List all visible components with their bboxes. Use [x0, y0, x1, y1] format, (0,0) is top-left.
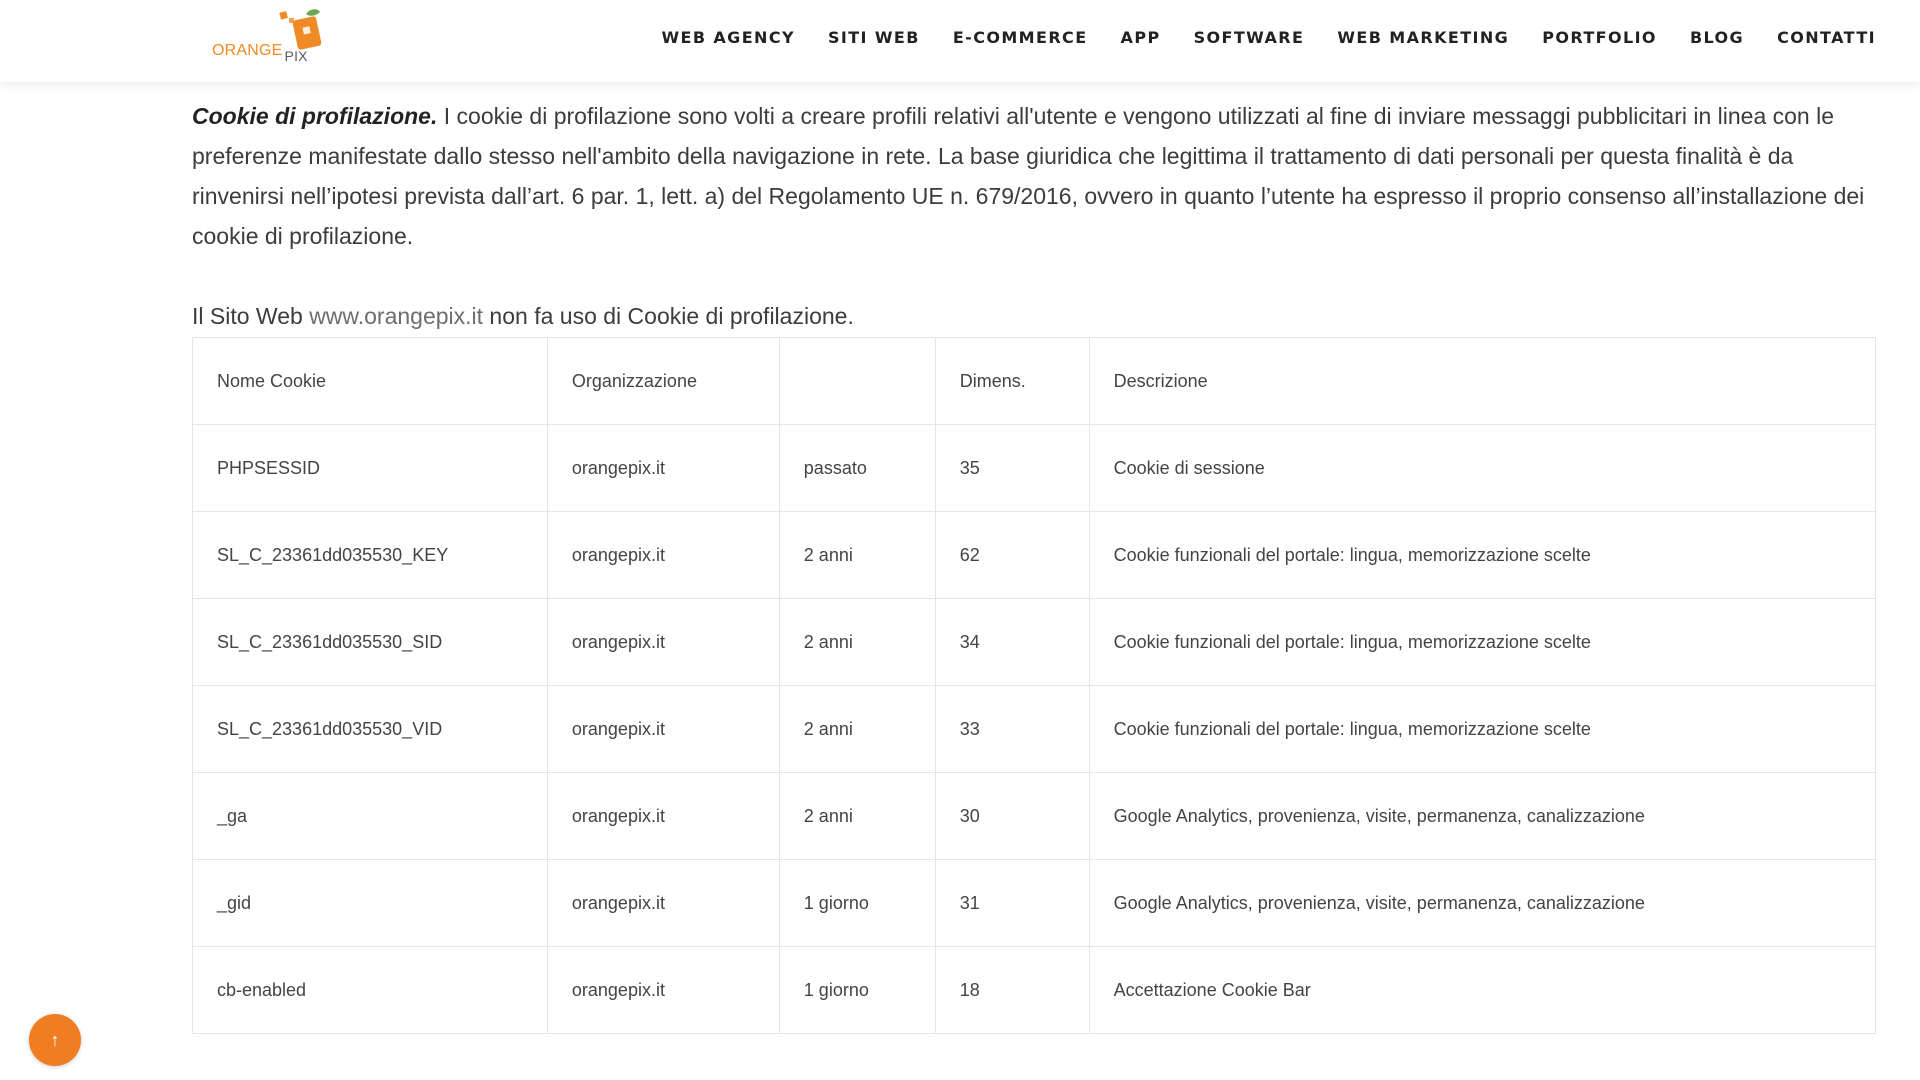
nav-item-software[interactable]: SOFTWARE — [1193, 27, 1305, 47]
nav-item-web-agency[interactable]: WEB AGENCY — [661, 27, 795, 47]
cell-organization: orangepix.it — [547, 599, 779, 686]
table-row — [193, 512, 1876, 599]
header-organizzazione: Organizzazione — [547, 338, 779, 425]
cell-name: PHPSESSID — [193, 425, 548, 512]
cell-organization: orangepix.it — [547, 947, 779, 1034]
cell-duration: 1 giorno — [779, 947, 935, 1034]
header-durata — [779, 338, 935, 425]
cell-size: 35 — [935, 425, 1089, 512]
cell-name: SL_C_23361dd035530_VID — [193, 686, 548, 773]
cell-name: cb-enabled — [193, 947, 548, 1034]
main-content — [192, 96, 1876, 336]
header-descrizione: Descrizione — [1089, 338, 1875, 425]
header-dimensione: Dimens. — [935, 338, 1089, 425]
cell-organization: orangepix.it — [547, 425, 779, 512]
header-nome-cookie: Nome Cookie — [193, 338, 548, 425]
nav-item-portfolio[interactable]: PORTFOLIO — [1542, 27, 1657, 47]
site-link[interactable]: www.orangepix.it — [309, 303, 484, 329]
main-nav — [628, 0, 1876, 74]
cell-size: 33 — [935, 686, 1089, 773]
table-header-row — [193, 338, 1876, 425]
nav-item-web-marketing[interactable]: WEB MARKETING — [1337, 27, 1510, 47]
cell-size: 34 — [935, 599, 1089, 686]
scroll-to-top-button[interactable] — [29, 1014, 81, 1066]
cell-duration: 2 anni — [779, 773, 935, 860]
profiling-cookie-paragraph — [192, 96, 1876, 256]
orangepix-logo[interactable] — [212, 8, 332, 74]
cell-organization: orangepix.it — [547, 860, 779, 947]
table-row — [193, 860, 1876, 947]
arrow-up-icon: ↑ — [50, 1029, 60, 1050]
cell-name: _ga — [193, 773, 548, 860]
logo-pix-text: PIX — [284, 48, 308, 64]
cell-description: Google Analytics, provenienza, visite, permanenza, canalizzazione — [1089, 773, 1875, 860]
cookie-table — [192, 337, 1876, 1034]
nav-item-siti-web[interactable]: SITI WEB — [827, 27, 920, 47]
site-statement — [192, 296, 1876, 336]
cell-description: Cookie funzionali del portale: lingua, memorizzazione scelte — [1089, 686, 1875, 773]
nav-item-contatti[interactable]: CONTATTI — [1777, 27, 1876, 47]
cell-organization: orangepix.it — [547, 773, 779, 860]
cell-description: Google Analytics, provenienza, visite, permanenza, canalizzazione — [1089, 860, 1875, 947]
cell-size: 62 — [935, 512, 1089, 599]
profiling-cookie-title: Cookie di profilazione. — [192, 103, 438, 129]
cell-duration: 2 anni — [779, 686, 935, 773]
cell-size: 31 — [935, 860, 1089, 947]
cell-organization: orangepix.it — [547, 512, 779, 599]
cell-duration: 2 anni — [779, 599, 935, 686]
profiling-cookie-body: I cookie di profilazione sono volti a creare profili relativi all'utente e vengono utilizzati al fine di inviare messaggi pubblicitari in linea con le preferenze manifestate dallo stesso nell'ambito della navigazione in rete. La base giuridica che legittima il trattamento di dati personali per questa finalità è da rinvenirsi nell’ipotesi prevista dall’art. 6 par. 1, lett. a) del Regolamento UE n. 679/2016, ovvero in quanto l’utente ha espresso il proprio consenso all’installazione dei cookie di profilazione. — [192, 103, 1865, 249]
cell-name: SL_C_23361dd035530_SID — [193, 599, 548, 686]
nav-item-app[interactable]: APP — [1120, 27, 1161, 47]
cell-size: 30 — [935, 773, 1089, 860]
nav-item-blog[interactable]: BLOG — [1689, 27, 1745, 47]
site-statement-prefix: Il Sito Web — [192, 303, 310, 329]
site-header — [0, 0, 1920, 82]
cell-duration: 1 giorno — [779, 860, 935, 947]
table-row — [193, 947, 1876, 1034]
cell-organization: orangepix.it — [547, 686, 779, 773]
cell-name: SL_C_23361dd035530_KEY — [193, 512, 548, 599]
table-row — [193, 425, 1876, 512]
cell-description: Accettazione Cookie Bar — [1089, 947, 1875, 1034]
site-statement-suffix: non fa uso di Cookie di profilazione. — [483, 303, 854, 329]
logo-orange-text: ORANGE — [212, 42, 283, 59]
cell-description: Cookie funzionali del portale: lingua, memorizzazione scelte — [1089, 599, 1875, 686]
cell-size: 18 — [935, 947, 1089, 1034]
cell-duration: 2 anni — [779, 512, 935, 599]
cell-description: Cookie funzionali del portale: lingua, memorizzazione scelte — [1089, 512, 1875, 599]
table-row — [193, 599, 1876, 686]
logo-wordmark — [212, 42, 308, 64]
cell-duration: passato — [779, 425, 935, 512]
table-row — [193, 686, 1876, 773]
table-row — [193, 773, 1876, 860]
nav-item-e-commerce[interactable]: E-COMMERCE — [952, 27, 1088, 47]
cell-name: _gid — [193, 860, 548, 947]
cell-description: Cookie di sessione — [1089, 425, 1875, 512]
